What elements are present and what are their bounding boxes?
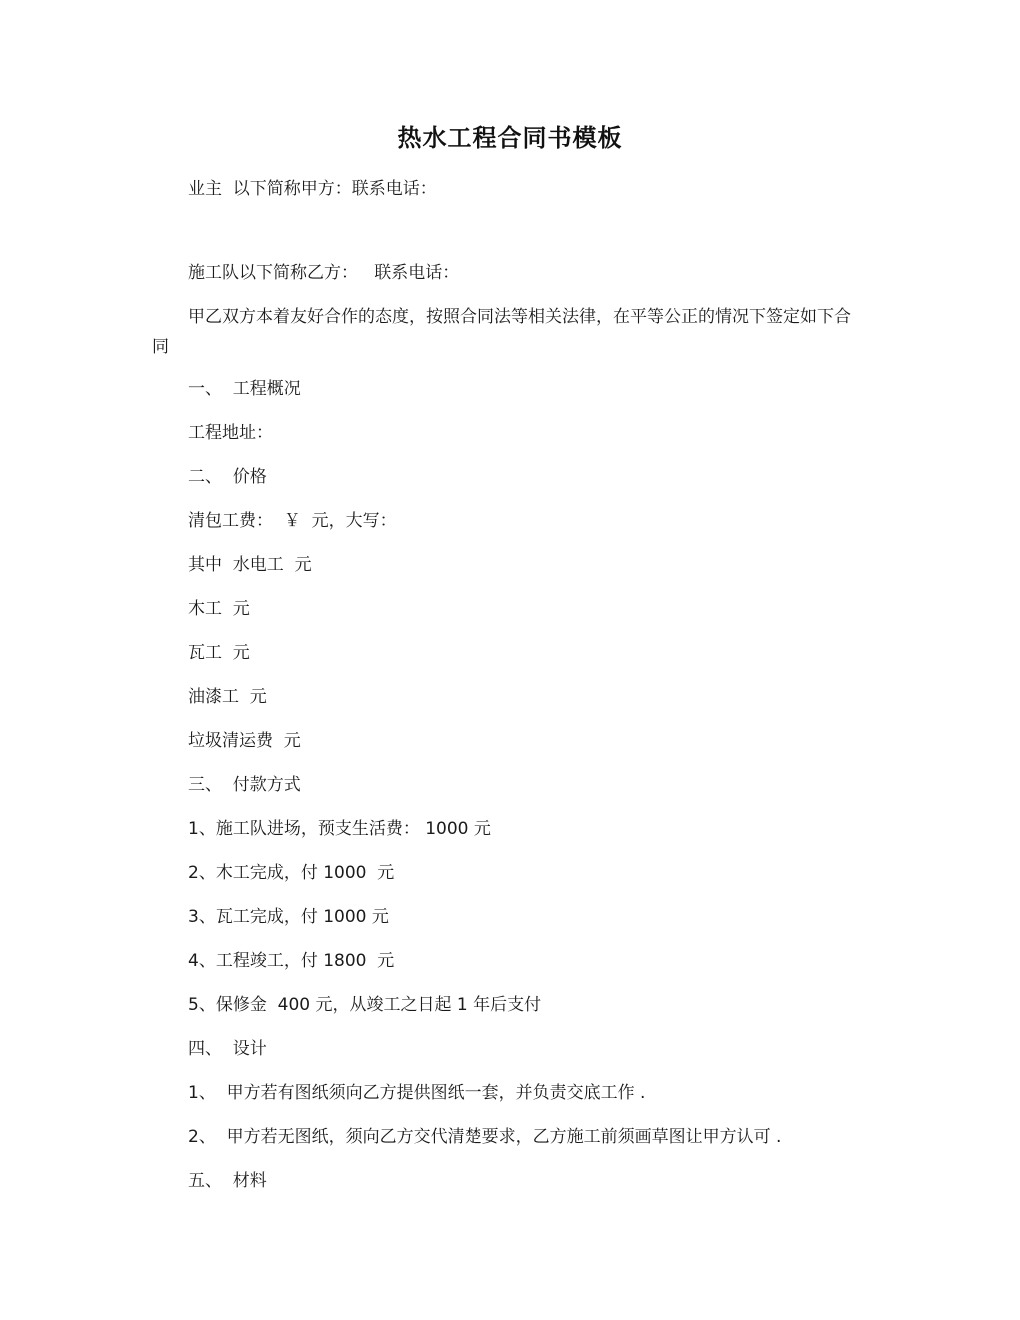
document-title: 热水工程合同书模板	[397, 123, 623, 152]
garbage-removal-fee-line: 垃圾清运费 元	[188, 731, 301, 751]
painting-fee-line: 油漆工 元	[188, 687, 267, 707]
project-address-line: 工程地址：	[188, 423, 273, 443]
total-labor-fee-line: 清包工费： ￥ 元，大写：	[188, 511, 397, 531]
section-heading-price: 二、 价格	[188, 467, 267, 487]
design-item-2: 2、 甲方若无图纸，须向乙方交代清楚要求，乙方施工前须画草图让甲方认可 .	[188, 1127, 782, 1147]
section-heading-materials: 五、 材料	[188, 1171, 267, 1191]
party-a-line: 业主 以下简称甲方：联系电话：	[188, 179, 437, 199]
payment-item-1: 1、施工队进场，预支生活费： 1000 元	[188, 819, 491, 839]
intro-paragraph: 甲乙双方本着友好合作的态度，按照合同法等相关法律，在平等公正的情况下签定如下合同	[152, 307, 851, 357]
payment-item-2: 2、木工完成，付 1000 元	[188, 863, 395, 883]
payment-item-4: 4、工程竣工，付 1800 元	[188, 951, 395, 971]
design-item-1: 1、 甲方若有图纸须向乙方提供图纸一套，并负责交底工作 .	[188, 1083, 646, 1103]
party-b-line: 施工队以下简称乙方： 联系电话：	[188, 263, 460, 283]
tiling-fee-line: 瓦工 元	[188, 643, 250, 663]
carpentry-fee-line: 木工 元	[188, 599, 250, 619]
section-heading-payment: 三、 付款方式	[188, 775, 301, 795]
section-heading-design: 四、 设计	[188, 1039, 267, 1059]
payment-item-5: 5、保修金 400 元，从竣工之日起 1 年后支付	[188, 995, 542, 1015]
payment-item-3: 3、瓦工完成，付 1000 元	[188, 907, 389, 927]
section-heading-overview: 一、 工程概况	[188, 379, 301, 399]
plumbing-electric-fee-line: 其中 水电工 元	[188, 555, 312, 575]
